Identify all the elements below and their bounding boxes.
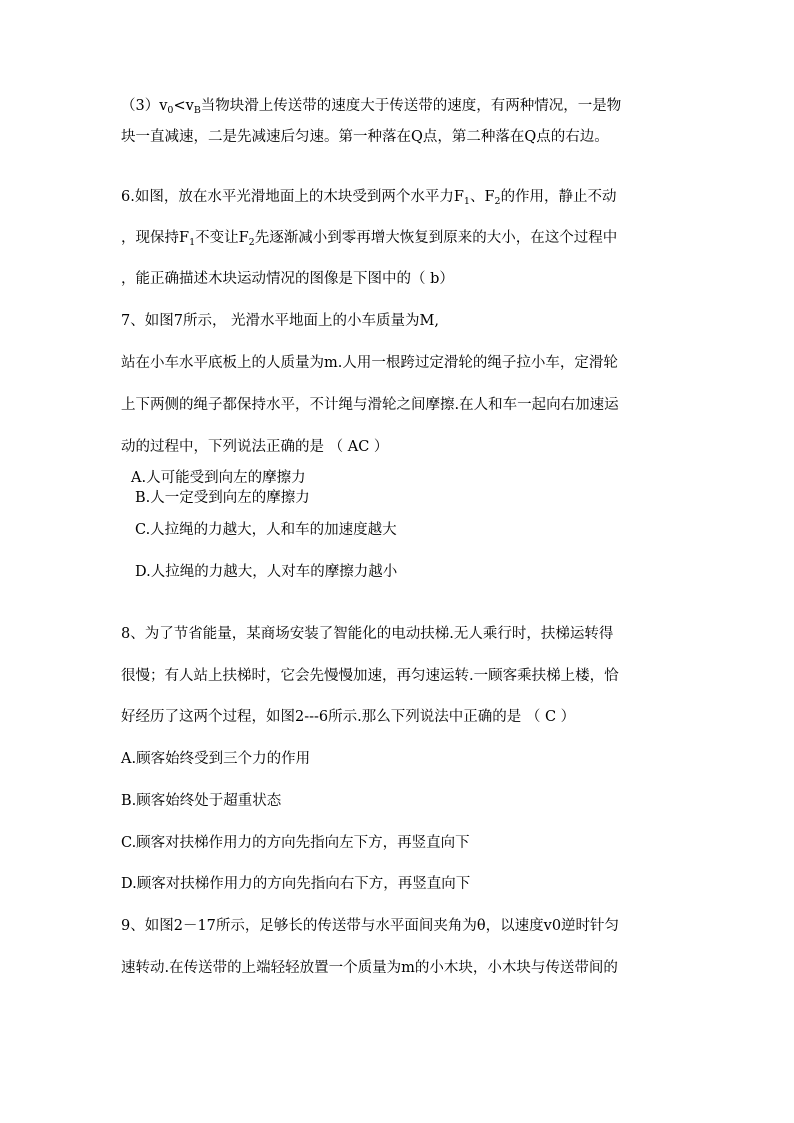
question-8-line-2: 很慢；有人站上扶梯时，它会先慢慢加速，再匀速运转.一顾客乘扶梯上楼，恰 xyxy=(121,668,619,684)
text-fragment: <v xyxy=(173,98,194,114)
text-fragment: 的作用，静止不动 xyxy=(500,189,617,205)
question-9-line-2: 速转动.在传送带的上端轻轻放置一个质量为m的小木块，小木块与传送带间的 xyxy=(121,960,618,976)
section-3-line-1 xyxy=(121,96,621,121)
subscript: B xyxy=(193,105,201,116)
question-8-option-d: D.顾客对扶梯作用力的方向先指向右下方，再竖直向下 xyxy=(121,876,471,892)
text-fragment: 、F xyxy=(469,189,495,205)
question-9-line-1: 9、如图2－17所示，足够长的传送带与水平面间夹角为θ，以速度v0逆时针匀 xyxy=(121,918,620,934)
question-6-line-2 xyxy=(121,228,617,253)
text-fragment: 6.如图，放在水平光滑地面上的木块受到两个水平力F xyxy=(121,189,464,205)
question-7-line-1: 7、如图7所示， 光滑水平地面上的小车质量为M, xyxy=(121,313,440,329)
text-fragment: 先逐渐减小到零再增大恢复到原来的大小，在这个过程中 xyxy=(254,230,618,246)
subscript: 1 xyxy=(189,237,196,248)
question-6-line-1 xyxy=(121,187,617,212)
text-fragment: ，现保持F xyxy=(121,230,190,246)
text-fragment: （3）v xyxy=(121,98,168,114)
text-fragment: 不变让F xyxy=(195,230,249,246)
question-8-option-b: B.顾客始终处于超重状态 xyxy=(121,793,282,809)
question-7-option-a: A.人可能受到向左的摩擦力 xyxy=(131,470,306,486)
question-8-line-1: 8、为了节省能量，某商场安装了智能化的电动扶梯.无人乘行时，扶梯运转得 xyxy=(121,626,614,642)
question-8-line-3: 好经历了这两个过程，如图2---6所示.那么下列说法中正确的是 （ C ） xyxy=(121,709,576,725)
question-8-option-c: C.顾客对扶梯作用力的方向先指向左下方，再竖直向下 xyxy=(121,835,470,851)
subscript: 1 xyxy=(463,196,470,207)
question-7-line-4: 动的过程中，下列说法正确的是 （ AC ） xyxy=(121,439,389,455)
section-3-line-2: 块一直减速，二是先减速后匀速。第一种落在Q点，第二种落在Q点的右边。 xyxy=(121,129,609,145)
question-7-option-d: D.人拉绳的力越大，人对车的摩擦力越小 xyxy=(135,564,398,580)
question-7-option-c: C.人拉绳的力越大，人和车的加速度越大 xyxy=(135,522,397,538)
subscript: 2 xyxy=(494,196,501,207)
question-7-option-b: B.人一定受到向左的摩擦力 xyxy=(135,490,310,506)
subscript: 2 xyxy=(248,237,255,248)
question-8-option-a: A.顾客始终受到三个力的作用 xyxy=(121,751,311,767)
text-fragment: 当物块滑上传送带的速度大于传送带的速度，有两种情况，一是物 xyxy=(200,98,622,114)
subscript: 0 xyxy=(167,105,174,116)
question-6-line-3: ，能正确描述木块运动情况的图像是下图中的（ b） xyxy=(121,271,454,287)
question-7-line-3: 上下两侧的绳子都保持水平，不计绳与滑轮之间摩擦.在人和车一起向右加速运 xyxy=(121,397,619,413)
question-7-line-2: 站在小车水平底板上的人质量为m.人用一根跨过定滑轮的绳子拉小车，定滑轮 xyxy=(121,355,618,371)
